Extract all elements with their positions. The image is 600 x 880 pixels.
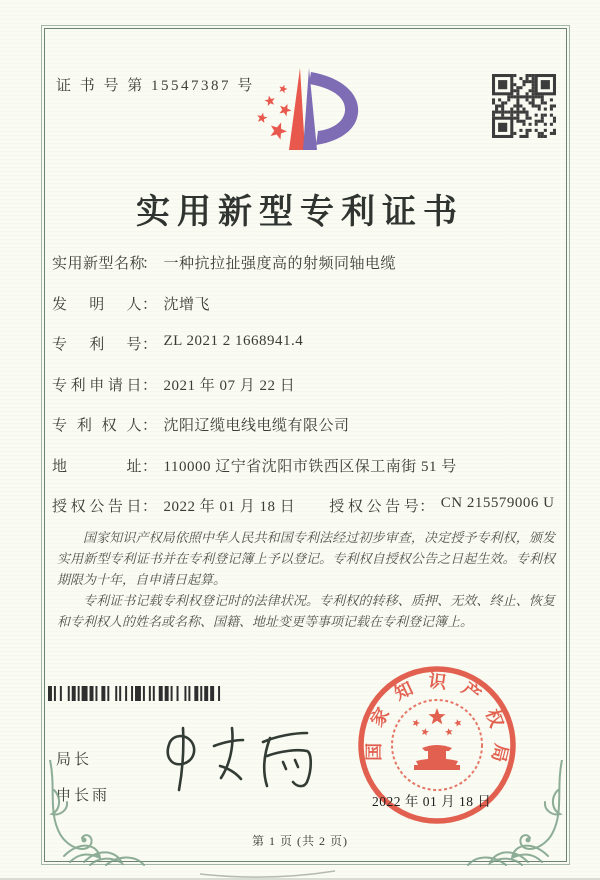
field-value: 一种抗拉扯强度高的射频同轴电缆 <box>163 256 397 272</box>
grant-date-stamp: 2022 年 01 月 18 日 <box>372 794 492 809</box>
field-label: 地址 <box>52 458 142 475</box>
barcode <box>48 686 224 701</box>
field-label: 授权公告日 <box>52 499 142 515</box>
next-page-edge <box>0 868 600 880</box>
field-colon: ： <box>419 499 435 515</box>
field-row-address <box>52 455 560 496</box>
logo-red-spire <box>289 68 305 150</box>
field-value: 2021 年 07 月 22 日 <box>163 377 296 394</box>
qr-code <box>492 74 556 138</box>
certificate-title: 实用新型专利证书 <box>136 194 464 231</box>
field-row-filing-date <box>52 374 560 415</box>
certificate-number: 证 书 号 第 15547387 号 <box>56 78 255 94</box>
cnipa-logo-icon <box>232 58 368 166</box>
field-value: 沈增飞 <box>163 296 211 313</box>
field-row-patent-no <box>52 333 560 374</box>
field-list <box>52 252 560 536</box>
field-value: ZL 2021 2 1668941.4 <box>163 333 304 349</box>
field-colon: ： <box>142 499 158 515</box>
field-colon: ： <box>142 377 158 394</box>
field-value: 2022 年 01 月 18 日 <box>163 499 296 515</box>
field-row-patentee <box>52 414 560 455</box>
field-label: 实用新型名称 <box>52 256 146 272</box>
field-value: 110000 辽宁省沈阳市铁西区保工南街 51 号 <box>163 458 457 475</box>
field-colon: ： <box>142 418 158 434</box>
legal-paragraph-2: 专利证书记载专利权登记时的法律状况。专利权的转移、质押、无效、终止、恢复和专利权人的姓名或名称、国籍、地址变更等事项记载在专利登记簿上。 <box>57 593 555 629</box>
field-colon: ： <box>142 296 158 313</box>
field-label: 专利号 <box>52 337 142 353</box>
logo-purple-bowl <box>309 72 358 145</box>
corner-flourish-right-icon <box>460 760 572 868</box>
corner-flourish-left-icon <box>40 760 152 868</box>
field-label: 发明人 <box>52 296 142 313</box>
signature-shen-changyu <box>150 716 335 811</box>
field-label: 授权公告号 <box>329 499 420 515</box>
page-number: 第 1 页 (共 2 页) <box>252 834 348 848</box>
field-colon: ： <box>142 458 158 475</box>
field-label: 专利权人 <box>52 418 142 434</box>
legal-text <box>57 527 555 632</box>
seal-ring-text: 国家知识产权局 <box>363 670 512 778</box>
seal-national-emblem <box>413 708 462 770</box>
signer-name: 申长雨 <box>56 788 111 804</box>
field-row-name <box>52 252 560 293</box>
field-colon: ： <box>142 337 158 353</box>
field-label: 专利申请日 <box>52 377 142 394</box>
field-colon: ： <box>142 256 158 272</box>
field-value: 沈阳辽缆电线电缆有限公司 <box>163 418 350 434</box>
legal-paragraph-1: 国家知识产权局依照中华人民共和国专利法经过初步审查，决定授予专利权，颁发实用新型专利证书并在专利登记簿上予以登记。专利权自授权公告之日起生效。专利权期限为十年，自申请日起算。 <box>57 530 555 587</box>
field-row-inventor <box>52 293 560 334</box>
field-value: CN 215579006 U <box>440 495 555 511</box>
signer-title: 局长 <box>56 752 93 768</box>
